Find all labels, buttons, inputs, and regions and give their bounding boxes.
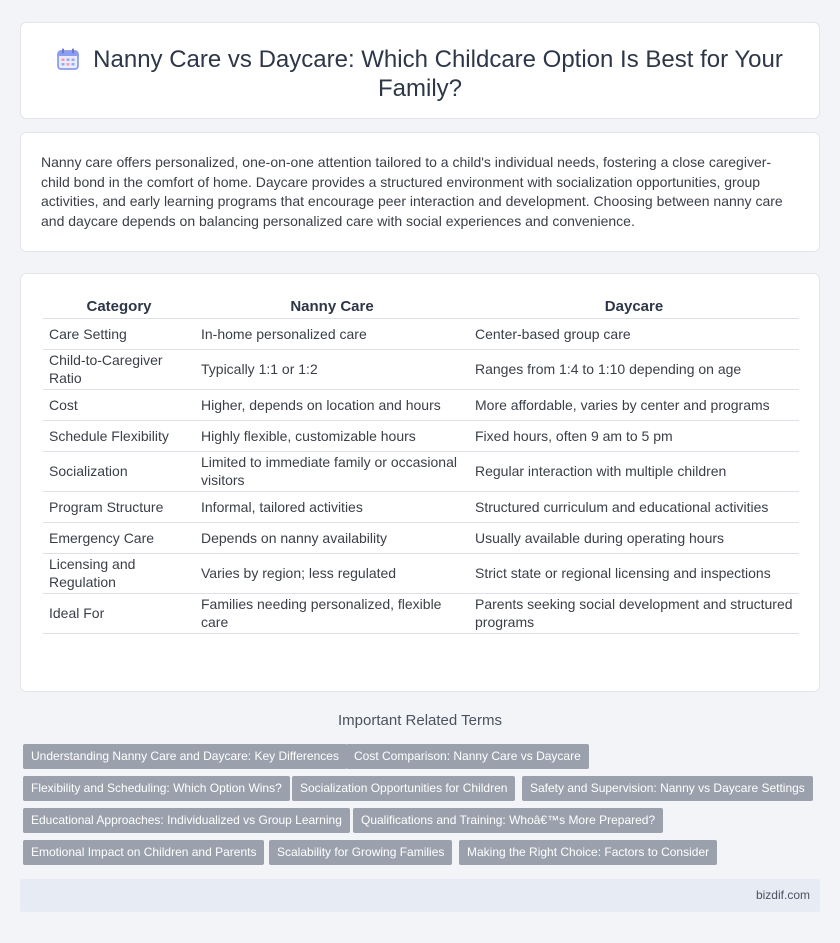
table-row xyxy=(43,420,799,451)
row-category: Licensing and Regulation xyxy=(43,553,195,593)
related-term-link[interactable]: Scalability for Growing Families xyxy=(269,840,452,865)
title-card xyxy=(20,22,820,119)
related-term-link[interactable]: Qualifications and Training: Whoâ€™s More Prepared? xyxy=(353,808,663,833)
header-nanny-care: Nanny Care xyxy=(195,296,469,318)
row-nanny-care: In-home personalized care xyxy=(195,318,469,349)
row-daycare: Regular interaction with multiple children xyxy=(469,451,799,491)
header-daycare: Daycare xyxy=(469,296,799,318)
row-category: Program Structure xyxy=(43,491,195,522)
comparison-card xyxy=(20,273,820,692)
row-daycare: Center-based group care xyxy=(469,318,799,349)
row-nanny-care: Depends on nanny availability xyxy=(195,522,469,553)
row-category: Care Setting xyxy=(43,318,195,349)
row-nanny-care: Higher, depends on location and hours xyxy=(195,389,469,420)
table-row xyxy=(43,389,799,420)
table-row xyxy=(43,553,799,593)
table-row xyxy=(43,451,799,491)
related-terms-heading: Important Related Terms xyxy=(338,712,502,729)
table-row xyxy=(43,349,799,389)
row-daycare: Ranges from 1:4 to 1:10 depending on age xyxy=(469,349,799,389)
row-nanny-care: Typically 1:1 or 1:2 xyxy=(195,349,469,389)
row-nanny-care: Informal, tailored activities xyxy=(195,491,469,522)
table-row xyxy=(43,593,799,633)
row-daycare: Parents seeking social development and structured programs xyxy=(469,593,799,633)
related-term-link[interactable]: Understanding Nanny Care and Daycare: Key Differences xyxy=(23,744,347,769)
row-category: Child-to-Caregiver Ratio xyxy=(43,349,195,389)
calendar-icon xyxy=(57,48,79,70)
related-term-link[interactable]: Cost Comparison: Nanny Care vs Daycare xyxy=(346,744,589,769)
row-nanny-care: Families needing personalized, flexible care xyxy=(195,593,469,633)
related-term-link[interactable]: Educational Approaches: Individualized vs Group Learning xyxy=(23,808,350,833)
row-category: Emergency Care xyxy=(43,522,195,553)
footer xyxy=(20,879,820,912)
table-row xyxy=(43,522,799,553)
footer-site-link[interactable]: bizdif.com xyxy=(755,888,810,902)
intro-card xyxy=(20,132,820,252)
comparison-table xyxy=(43,296,799,634)
header-category: Category xyxy=(43,296,195,318)
related-term-link[interactable]: Safety and Supervision: Nanny vs Daycare Settings xyxy=(522,776,813,801)
row-nanny-care: Limited to immediate family or occasional visitors xyxy=(195,451,469,491)
row-category: Ideal For xyxy=(43,593,195,633)
row-daycare: More affordable, varies by center and programs xyxy=(469,389,799,420)
page-title xyxy=(51,45,789,103)
related-term-link[interactable]: Emotional Impact on Children and Parents xyxy=(23,840,264,865)
related-term-link[interactable]: Flexibility and Scheduling: Which Option Wins? xyxy=(23,776,290,801)
table-row xyxy=(43,318,799,349)
intro-paragraph: Nanny care offers personalized, one-on-one attention tailored to a child's individual needs, fostering a close caregiver-child bond in the comfort of home. Daycare provides a structured environment with socialization opportunities, group activities, and early learning programs that encourage peer interaction and development. Choosing between nanny care and daycare depends on balancing personalized care with social experiences and convenience. xyxy=(41,154,783,229)
row-category: Socialization xyxy=(43,451,195,491)
related-term-link[interactable]: Making the Right Choice: Factors to Consider xyxy=(459,840,717,865)
row-nanny-care: Varies by region; less regulated xyxy=(195,553,469,593)
row-daycare: Strict state or regional licensing and inspections xyxy=(469,553,799,593)
table-row xyxy=(43,491,799,522)
row-daycare: Fixed hours, often 9 am to 5 pm xyxy=(469,420,799,451)
row-daycare: Structured curriculum and educational activities xyxy=(469,491,799,522)
table-header-row xyxy=(43,296,799,318)
row-category: Schedule Flexibility xyxy=(43,420,195,451)
row-nanny-care: Highly flexible, customizable hours xyxy=(195,420,469,451)
related-term-link[interactable]: Socialization Opportunities for Children xyxy=(292,776,515,801)
row-daycare: Usually available during operating hours xyxy=(469,522,799,553)
page-title-text: Nanny Care vs Daycare: Which Childcare Option Is Best for Your Family? xyxy=(93,46,783,102)
row-category: Cost xyxy=(43,389,195,420)
